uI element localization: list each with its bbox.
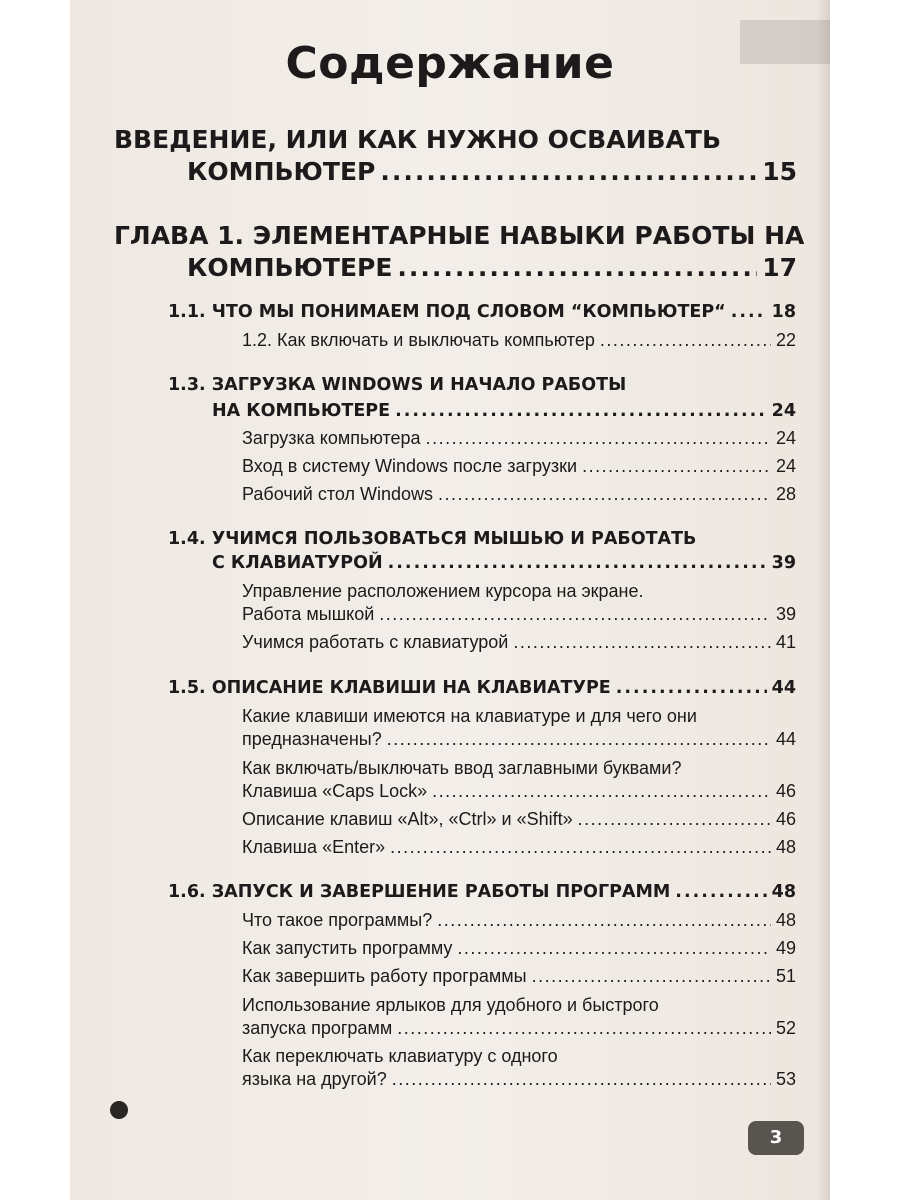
section-title-line2: С КЛАВИАТУРОЙ xyxy=(212,553,383,573)
page-edge-shadow xyxy=(816,0,830,1200)
page-number-ref: 41 xyxy=(775,632,796,652)
entry-title: Клавиша «Enter» xyxy=(242,837,386,857)
leader-dots xyxy=(457,938,771,959)
leader-dots xyxy=(532,966,771,987)
page-number-ref: 46 xyxy=(775,781,796,801)
leader-dots xyxy=(600,330,771,351)
entry-title: Что такое программы? xyxy=(242,910,433,930)
page-number-ref: 48 xyxy=(775,910,796,930)
toc-entry-intro xyxy=(187,157,797,186)
leader-dots xyxy=(616,678,767,698)
toc-entry xyxy=(242,837,796,858)
leader-dots xyxy=(513,632,771,653)
leader-dots xyxy=(397,1018,771,1039)
leader-dots xyxy=(395,401,767,421)
page-number-ref: 53 xyxy=(775,1069,796,1089)
intro-title-line1: ВВЕДЕНИЕ, ИЛИ КАК НУЖНО ОСВАИВАТЬ xyxy=(114,125,722,154)
page-number-ref: 15 xyxy=(762,157,797,186)
leader-dots xyxy=(675,882,766,902)
entry-title-line2: языка на другой? xyxy=(242,1069,387,1089)
entry-title: Учимся работать с клавиатурой xyxy=(242,632,509,652)
page-number-ref: 51 xyxy=(775,966,796,986)
page-number-tab: 3 xyxy=(748,1121,804,1155)
page-number-ref: 24 xyxy=(775,428,796,448)
leader-dots xyxy=(387,729,771,750)
leader-dots xyxy=(438,484,771,505)
toc-entry xyxy=(242,1018,796,1039)
entry-title-line1: Использование ярлыков для удобного и быстрого xyxy=(242,995,659,1015)
entry-title: Загрузка компьютера xyxy=(242,428,421,448)
page-number-ref: 44 xyxy=(771,678,796,698)
entry-title: Как завершить работу программы xyxy=(242,966,527,986)
toc-entry-1-1 xyxy=(168,302,796,322)
toc-entry xyxy=(242,729,796,750)
entry-title-line2: Клавиша «Caps Lock» xyxy=(242,781,428,801)
entry-title-line1: Какие клавиши имеются на клавиатуре и для чего они xyxy=(242,706,697,726)
toc-entry-1-3 xyxy=(212,401,796,421)
entry-title-line1: Управление расположением курсора на экране. xyxy=(242,581,644,601)
leader-dots xyxy=(388,553,767,573)
page-number-ref: 18 xyxy=(771,302,796,322)
section-title: 1.1. ЧТО МЫ ПОНИМАЕМ ПОД СЛОВОМ “КОМПЬЮТЕР“ xyxy=(168,302,726,322)
section-title: 1.2. Как включать и выключать компьютер xyxy=(242,330,595,350)
leader-dots xyxy=(432,781,771,802)
entry-title: Описание клавиш «Alt», «Ctrl» и «Shift» xyxy=(242,809,573,829)
entry-title-line2: Работа мышкой xyxy=(242,604,375,624)
section-title: 1.5. ОПИСАНИЕ КЛАВИШИ НА КЛАВИАТУРЕ xyxy=(168,678,611,698)
leader-dots xyxy=(731,302,767,322)
page-number-ref: 39 xyxy=(775,604,796,624)
leader-dots xyxy=(397,253,757,282)
page-number-ref: 22 xyxy=(775,330,796,350)
entry-title-line2: запуска программ xyxy=(242,1018,393,1038)
leader-dots xyxy=(379,604,771,625)
leader-dots xyxy=(437,910,771,931)
page-number-ref: 49 xyxy=(775,938,796,958)
page-number-ref: 48 xyxy=(775,837,796,857)
toc-entry-1-5 xyxy=(168,678,796,698)
page-number-ref: 48 xyxy=(771,882,796,902)
decorative-dot xyxy=(110,1101,128,1119)
entry-title: Рабочий стол Windows xyxy=(242,484,434,504)
chapter1-title-line1: ГЛАВА 1. ЭЛЕМЕНТАРНЫЕ НАВЫКИ РАБОТЫ НА xyxy=(114,221,805,250)
section-title: 1.6. ЗАПУСК И ЗАВЕРШЕНИЕ РАБОТЫ ПРОГРАММ xyxy=(168,882,671,902)
entry-title: Как запустить программу xyxy=(242,938,453,958)
page-number-ref: 24 xyxy=(771,401,796,421)
page-title: Содержание xyxy=(285,38,615,89)
section-1-3-title-line1: 1.3. ЗАГРУЗКА WINDOWS И НАЧАЛО РАБОТЫ xyxy=(168,375,627,395)
entry-title-line1: Как переключать клавиатуру с одного xyxy=(242,1046,558,1066)
entry-title-line2: предназначены? xyxy=(242,729,382,749)
toc-entry xyxy=(242,781,796,802)
leader-dots xyxy=(392,1069,771,1090)
entry-title-line1: Как включать/выключать ввод заглавными буквами? xyxy=(242,758,682,778)
leader-dots xyxy=(390,837,771,858)
toc-entry xyxy=(242,604,796,625)
page-number-ref: 28 xyxy=(775,484,796,504)
page-number-ref: 17 xyxy=(762,253,797,282)
page-number-ref: 52 xyxy=(775,1018,796,1038)
book-page xyxy=(70,0,830,1200)
leader-dots xyxy=(578,809,771,830)
section-title-line2: НА КОМПЬЮТЕРЕ xyxy=(212,401,391,421)
leader-dots xyxy=(380,157,757,186)
toc-entry xyxy=(242,484,796,505)
page-number-ref: 46 xyxy=(775,809,796,829)
leader-dots xyxy=(426,428,771,449)
toc-entry xyxy=(242,938,796,959)
toc-entry-1-2 xyxy=(242,330,796,351)
entry-title: Вход в систему Windows после загрузки xyxy=(242,456,578,476)
toc-entry-1-4 xyxy=(212,553,796,573)
toc-entry xyxy=(242,910,796,931)
page-number-ref: 24 xyxy=(775,456,796,476)
toc-entry xyxy=(242,1069,796,1090)
toc-entry xyxy=(242,632,796,653)
toc-entry xyxy=(242,809,796,830)
leader-dots xyxy=(582,456,771,477)
section-1-4-title-line1: 1.4. УЧИМСЯ ПОЛЬЗОВАТЬСЯ МЫШЬЮ И РАБОТАТЬ xyxy=(168,529,697,549)
chapter1-title-line2: КОМПЬЮТЕРЕ xyxy=(187,253,393,282)
toc-entry-chapter1 xyxy=(187,253,797,282)
toc-entry xyxy=(242,966,796,987)
toc-entry xyxy=(242,456,796,477)
intro-title-line2: КОМПЬЮТЕР xyxy=(187,157,376,186)
toc-entry-1-6 xyxy=(168,882,796,902)
page-number-ref: 39 xyxy=(771,553,796,573)
page-number-ref: 44 xyxy=(775,729,796,749)
toc-entry xyxy=(242,428,796,449)
